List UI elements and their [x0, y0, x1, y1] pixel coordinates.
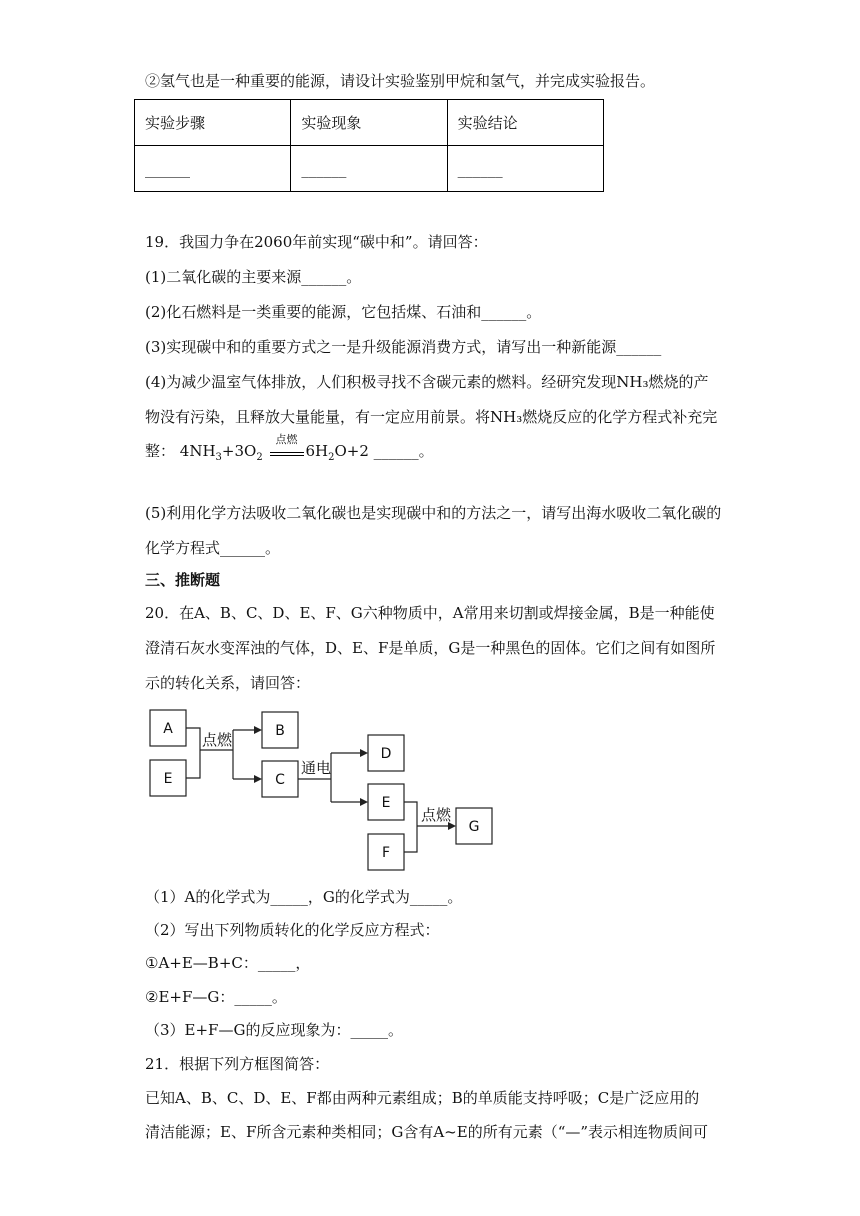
q19-title: 19．我国力争在2060年前实现“碳中和”。请回答：: [145, 233, 488, 251]
table-cell-blank[interactable]: ______: [135, 146, 291, 192]
q20-line1: 20．在A、B、C、D、E、F、G六种物质中，A常用来切割或焊接金属，B是一种能使: [145, 604, 715, 622]
q19-part5-line1: (5)利用化学方法吸收二氧化碳也是实现碳中和的方法之一，请写出海水吸收二氧化碳的: [145, 504, 722, 522]
q19-part4-line1: (4)为减少温室气体排放，人们积极寻找不含碳元素的燃料。经研究发现NH₃燃烧的产: [145, 373, 709, 391]
table-header-conclusion: 实验结论: [447, 100, 603, 146]
eq-sub: 2: [256, 452, 263, 463]
q21-line1: 21．根据下列方框图简答：: [145, 1055, 330, 1073]
table-header-row: [135, 100, 604, 146]
eq-right-tail: O+2 ______。: [334, 442, 434, 460]
q20-sub2a: ①A+E—B+C：_____，: [145, 954, 311, 972]
experiment-report-table: [134, 99, 604, 192]
diagram-label-e2: E: [381, 795, 391, 811]
eq-right: 6H: [305, 442, 329, 460]
q21-line3: 清洁能源；E、F所含元素种类相同；G含有A~E的所有元素（“—”表示相连物质间可: [145, 1123, 709, 1141]
q20-line3: 示的转化关系，请回答：: [145, 674, 311, 692]
table-header-phenomena: 实验现象: [291, 100, 447, 146]
nh3-combustion-equation: [145, 433, 434, 463]
diagram-label-f: F: [381, 845, 391, 861]
q19-part4-line2: 物没有污染，且释放大量能量，有一定应用前景。将NH₃燃烧反应的化学方程式补充完: [145, 408, 718, 426]
q21-line2: 已知A、B、C、D、E、F都由两种元素组成；B的单质能支持呼吸；C是广泛应用的: [145, 1089, 700, 1107]
diagram-label-g: G: [468, 819, 480, 835]
table-row: [135, 146, 604, 192]
q20-sub2: （2）写出下列物质转化的化学反应方程式：: [145, 921, 440, 939]
q19-part2: (2)化石燃料是一类重要的能源，它包括煤、石油和______。: [145, 303, 542, 321]
q19-part1: (1)二氧化碳的主要来源______。: [145, 268, 362, 286]
section-title: 三、推断题: [145, 571, 221, 589]
diagram-label-d: D: [380, 746, 392, 762]
q19-part5-line2: 化学方程式______。: [145, 539, 281, 557]
eq-plus: +3O: [221, 442, 257, 460]
equals-sign-icon: [270, 452, 304, 456]
condition-label: 点燃: [275, 433, 298, 446]
eq-left: 4NH: [179, 442, 216, 460]
q20-sub1: （1）A的化学式为_____，G的化学式为_____。: [145, 888, 463, 906]
q18-intro: ②氢气也是一种重要的能源，请设计实验鉴别甲烷和氢气，并完成实验报告。: [145, 72, 656, 90]
diagram-label-a: A: [163, 721, 173, 737]
diagram-condition-electrolysis: 通电: [300, 759, 332, 777]
eq-sub: 2: [328, 452, 335, 463]
diagram-label-c: C: [275, 772, 285, 788]
conversion-diagram: [140, 700, 510, 875]
diagram-label-e: E: [163, 771, 173, 787]
diagram-condition-ignite-2: 点燃: [420, 806, 452, 824]
eq-prefix: 整：: [145, 442, 176, 460]
diagram-condition-ignite-1: 点燃: [201, 731, 233, 749]
q19-part3: (3)实现碳中和的重要方式之一是升级能源消费方式，请写出一种新能源______: [145, 338, 662, 356]
table-cell-blank[interactable]: ______: [447, 146, 603, 192]
reaction-condition: [270, 433, 304, 456]
eq-sub: 3: [215, 452, 222, 463]
table-header-steps: 实验步骤: [135, 100, 291, 146]
q20-sub3: （3）E+F—G的反应现象为：_____。: [145, 1021, 403, 1039]
q20-sub2b: ②E+F—G：_____。: [145, 988, 287, 1006]
table-cell-blank[interactable]: ______: [291, 146, 447, 192]
diagram-label-b: B: [275, 723, 285, 739]
q20-line2: 澄清石灰水变浑浊的气体，D、E、F是单质，G是一种黑色的固体。它们之间有如图所: [145, 639, 716, 657]
